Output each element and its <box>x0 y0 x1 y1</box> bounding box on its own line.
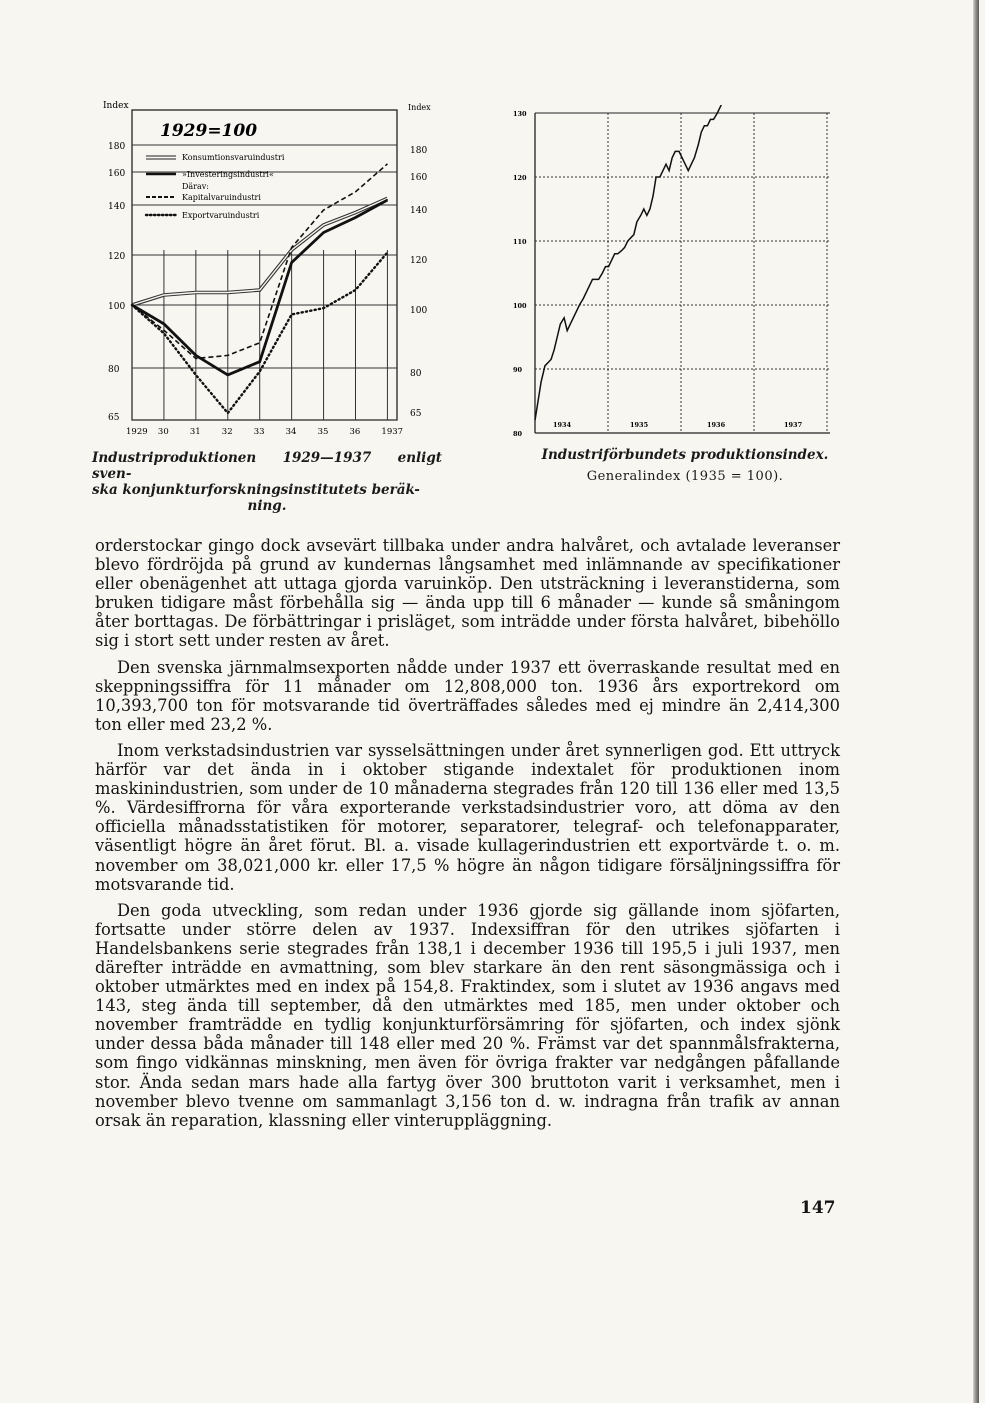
legend-label-consumer: Konsumtionsvaruindustri <box>182 153 285 162</box>
caption-right <box>535 447 835 485</box>
series-production-index-line <box>535 105 746 420</box>
y-tick-label: 180 <box>108 142 126 152</box>
y-tick-label: 65 <box>410 409 422 419</box>
x-tick-label: 32 <box>221 427 233 437</box>
page-number: 147 <box>800 1198 836 1218</box>
caption-left-line3: ning. <box>247 498 287 514</box>
production-index-chart <box>505 105 830 440</box>
production-index-chart-svg <box>505 105 830 440</box>
x-tick-label: 31 <box>189 427 201 437</box>
body-text <box>95 536 840 1137</box>
chart-title: 1929=100 <box>160 121 258 141</box>
legend-label-capital: Kapitalvaruindustri <box>182 193 261 202</box>
y-tick-label: 140 <box>108 202 126 212</box>
caption-left-line2: ska konjunkturforskningsinstitutets beräk- <box>92 482 420 498</box>
y-axis-label: Index <box>103 101 129 111</box>
y-tick-label: 100 <box>513 302 527 310</box>
industrial-production-chart-svg <box>100 100 445 445</box>
y-axis-label: Index <box>408 103 431 112</box>
caption-left-line1: Industriproduktionen 1929—1937 enligt sven- <box>92 450 442 482</box>
y-tick-label: 140 <box>410 206 428 216</box>
y-tick-label: 180 <box>410 146 428 156</box>
x-tick-label: 1936 <box>707 421 726 429</box>
y-tick-label: 100 <box>410 306 428 316</box>
y-tick-label: 80 <box>410 369 422 379</box>
x-tick-label: 34 <box>285 427 297 437</box>
caption-right-sub: Generalindex (1935 = 100). <box>586 469 784 484</box>
caption-right-title: Industriförbundets produktionsindex. <box>541 447 829 463</box>
legend-label-investment: »Investeringsindustri« <box>182 170 274 179</box>
caption-left <box>92 450 442 514</box>
page-edge <box>973 0 979 1403</box>
x-tick-label: 1937 <box>784 421 803 429</box>
x-tick-label: 36 <box>349 427 361 437</box>
paragraph: orderstockar gingo dock avsevärt tillbaka under andra halvåret, och avtalade leveranser blevo fördröjda på grund av kundernas långsamhet med inlämnande av specifikationer eller obenägenhet att uttaga gjorda varuinköp. Den utsträckning i leveranstiderna, som bruken tidigare måst förbehålla sig — ända upp till 6 månader — kunde så småningom åter borttagas. De förbättringar i prisläget, som inträdde under första halvåret, bibehöllo sig i stort sett under resten av året. <box>95 536 840 651</box>
legend-header: Därav: <box>182 182 209 191</box>
y-tick-label: 130 <box>513 110 527 118</box>
x-tick-label: 1929 <box>126 427 148 437</box>
y-tick-label: 120 <box>410 256 428 266</box>
y-tick-label: 90 <box>513 366 523 374</box>
paragraph: Den goda utveckling, som redan under 1936 gjorde sig gällande inom sjöfarten, fortsatte under större delen av 1937. Indexsiffran för den utrikes sjöfarten i Handelsbankens serie stegrades från 138,1 i december 1936 till 195,5 i juli 1937, men därefter inträdde en avmattning, som blev starkare än den rent säsongmässiga och i oktober utmärktes med en index på 154,8. Fraktindex, som i slutet av 1936 angavs med 143, steg ända till september, då den utmärktes med 185, men under oktober och november framträdde en tydlig konjunkturförsämring för sjöfarten, och index sjönk under dessa båda månader till 148 eller med 20 %. Främst var det spannmålsfrakterna, som fingo vidkännas minskning, men även för övriga frakter var nedgången påfallande stor. Ända sedan mars hade alla fartyg över 300 bruttoton varit i verksamhet, men i november blevo tvenne om sammanlagt 3,156 ton d. w. indragna från trafik av annan orsak än reparation, klassning eller vinteruppläggning. <box>95 900 840 1130</box>
x-tick-label: 1937 <box>381 427 404 437</box>
paragraph: Inom verkstadsindustrien var sysselsättningen under året synnerligen god. Ett uttryck härför var det ända in i oktober stigande indextalet för produktionen inom maskinindustrien, som under de 10 månaderna stegrades från 120 till 136 eller med 13,5 %. Värdesiffrorna för våra exporterande verkstadsindustrier voro, att döma av den officiella månadsstatistiken för motorer, separatorer, telegraf- och telefonapparater, väsentligt högre än året förut. Bl. a. visade kullagerindustrien ett exportvärde t. o. m. november om 38,021,000 kr. eller 17,5 % högre än någon tidigare försäljningssiffra för motsvarande tid. <box>95 740 840 894</box>
x-tick-label: 33 <box>253 427 265 437</box>
y-tick-label: 100 <box>108 302 126 312</box>
x-tick-label: 35 <box>317 427 329 437</box>
y-tick-label: 160 <box>410 173 428 183</box>
y-tick-label: 160 <box>108 169 126 179</box>
y-tick-label: 80 <box>513 430 523 438</box>
legend-label-export: Exportvaruindustri <box>182 211 260 220</box>
y-tick-label: 65 <box>108 413 120 423</box>
y-tick-label: 80 <box>108 365 120 375</box>
y-tick-label: 120 <box>513 174 527 182</box>
x-tick-label: 1935 <box>630 421 649 429</box>
y-tick-label: 110 <box>513 238 527 246</box>
y-tick-label: 120 <box>108 252 126 262</box>
x-tick-label: 30 <box>157 427 169 437</box>
paragraph: Den svenska järnmalmsexporten nådde under 1937 ett överraskande resultat med en skeppningssiffra för 11 månader om 12,808,000 ton. 1936 års exportrekord om 10,393,700 ton för motsvarande tid överträffades således med ej mindre än 2,414,300 ton eller med 23,2 %. <box>95 657 840 734</box>
industrial-production-chart <box>100 100 445 445</box>
x-tick-label: 1934 <box>553 421 572 429</box>
